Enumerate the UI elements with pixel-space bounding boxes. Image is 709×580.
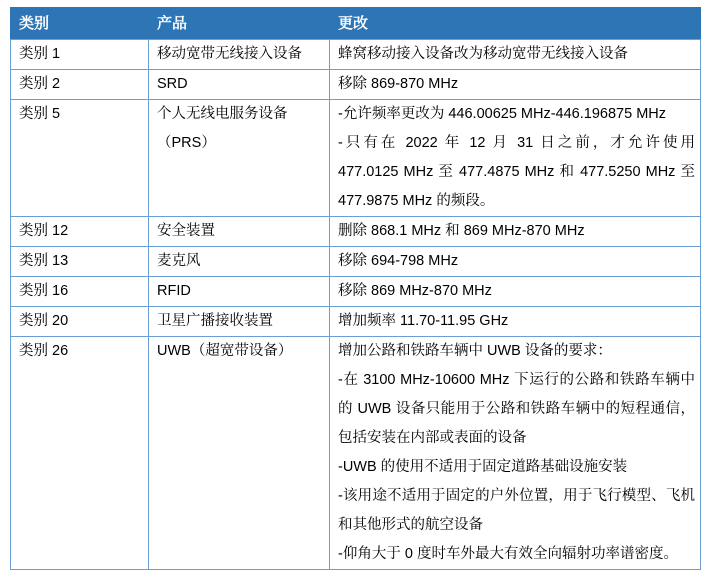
changes-cell <box>330 100 701 217</box>
table-row <box>11 70 701 100</box>
header-product: 产品 <box>149 8 330 40</box>
product-cell: 安全装置 <box>149 217 330 247</box>
change-line: -该用途不适用于固定的户外位置，用于飞行模型、飞机和其他形式的航空设备 <box>338 488 695 533</box>
product-cell: 移动宽带无线接入设备 <box>149 40 330 70</box>
changes-cell <box>330 307 701 337</box>
change-line: 移除 694-798 MHz <box>338 253 459 269</box>
product-cell: UWB（超宽带设备） <box>149 337 330 570</box>
change-line: -只有在 2022 年 12 月 31 日之前，才允许使用 477.0125 MHz 至 477.4875 MHz 和 477.5250 MHz 至 477.9875 MHz 的频段。 <box>338 135 695 209</box>
change-line: 增加频率 11.70-11.95 GHz <box>338 313 509 329</box>
category-cell: 类别 20 <box>11 307 149 337</box>
changes-table <box>10 7 701 570</box>
changes-cell <box>330 247 701 277</box>
change-line: -允许频率更改为 446.00625 MHz-446.196875 MHz <box>338 106 666 122</box>
change-line: 增加公路和铁路车辆中 UWB 设备的要求： <box>338 343 612 359</box>
category-cell: 类别 1 <box>11 40 149 70</box>
changes-cell <box>330 337 701 570</box>
header-changes: 更改 <box>330 8 701 40</box>
table-row <box>11 217 701 247</box>
change-line: 移除 869-870 MHz <box>338 76 459 92</box>
category-cell: 类别 13 <box>11 247 149 277</box>
change-line: 蜂窝移动接入设备改为移动宽带无线接入设备 <box>338 46 628 62</box>
category-cell: 类别 16 <box>11 277 149 307</box>
change-line: -在 3100 MHz-10600 MHz 下运行的公路和铁路车辆中的 UWB 设备只能用于公路和铁路车辆中的短程通信，包括安装在内部或表面的设备 <box>338 372 695 446</box>
category-cell: 类别 26 <box>11 337 149 570</box>
product-cell: RFID <box>149 277 330 307</box>
table-row <box>11 307 701 337</box>
change-line: -UWB 的使用不适用于固定道路基础设施安装 <box>338 459 628 475</box>
table-row <box>11 100 701 217</box>
table-row <box>11 277 701 307</box>
table-row <box>11 40 701 70</box>
changes-cell <box>330 40 701 70</box>
product-cell: 卫星广播接收装置 <box>149 307 330 337</box>
table-row <box>11 247 701 277</box>
category-cell: 类别 5 <box>11 100 149 217</box>
table-row <box>11 337 701 570</box>
changes-cell <box>330 70 701 100</box>
changes-cell <box>330 217 701 247</box>
change-line: 移除 869 MHz-870 MHz <box>338 283 492 299</box>
product-cell: 个人无线电服务设备（PRS） <box>149 100 330 217</box>
product-cell: 麦克风 <box>149 247 330 277</box>
header-row <box>11 8 701 40</box>
header-category: 类别 <box>11 8 149 40</box>
category-cell: 类别 12 <box>11 217 149 247</box>
table-header <box>11 8 701 40</box>
changes-cell <box>330 277 701 307</box>
table-body <box>11 40 701 570</box>
category-cell: 类别 2 <box>11 70 149 100</box>
change-line: -仰角大于 0 度时车外最大有效全向辐射功率谱密度。 <box>338 546 678 562</box>
product-cell: SRD <box>149 70 330 100</box>
change-line: 删除 868.1 MHz 和 869 MHz-870 MHz <box>338 223 585 239</box>
